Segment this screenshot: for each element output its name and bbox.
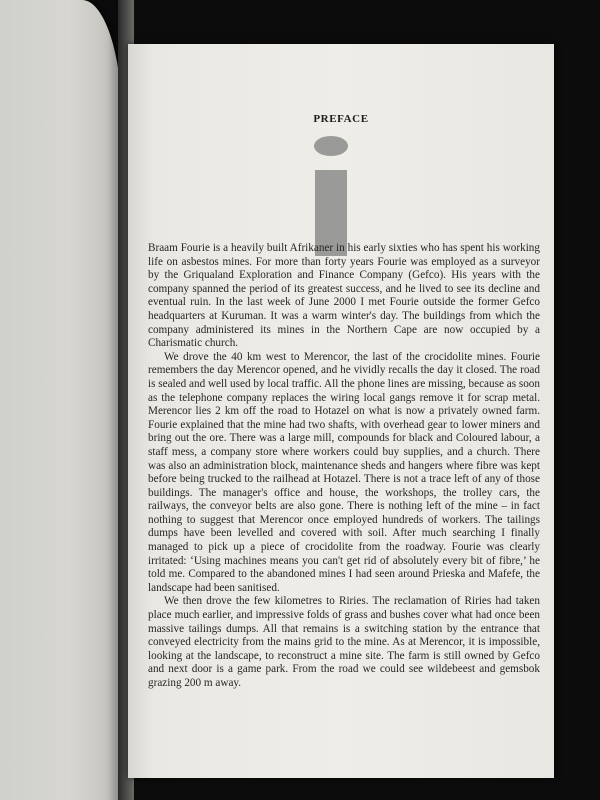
facing-page: [0, 0, 122, 800]
paragraph-3: We then drove the few kilometres to Riries. The reclamation of Riries had taken place much earlier, and impressive folds of grass and bushes cover what had once been massive tailings dumps. All that remains is a switching station by the entrance that conveyed electricity from the mains grid to the mine. As at Merencor, it is impossible, looking at the landscape, to reconstruct a mine site. The farm is still owned by Gefco and next door is a game park. From the road we could see wildebeest and gemsbok grazing 200 m away.: [148, 595, 540, 689]
paragraph-2: We drove the 40 km west to Merencor, the last of the crocidolite mines. Fourie remembers the day Merencor opened, and he vividly recalls the day it closed. The road is sealed and well used by local traffic. All the phone lines are missing, because as soon as the telephone company replaces the wiring local gangs remove it for scrap metal. Merencor lies 2 km off the road to Hotazel on what is now a privately owned farm. Fourie explained that the mine had two shafts, with overhead gear to lower miners and bring out the ore. There was a large mill, compounds for black and Coloured labour, a staff mess, a company store where workers could buy supplies, and a church. There was also an administration block, maintenance sheds and hangers where fibre was kept before being trucked to the railhead at Hotazel. There is not a trace left of any of those buildings. The manager's office and house, the workshops, the trolley cars, the railways, the conveyor belts are also gone. There is nothing left of the mine – in fact nothing to suggest that Merencor once employed hundreds of workers. The tailings dumps have been levelled and covered with soil. After much searching I finally managed to pick up a piece of crocidolite from the roadway. Fourie was clearly irritated: ‘Using machines means you can't get rid of absolutely every bit of fibre,’ he told me. Compared to the abandoned mines I had seen around Prieska and Mafefe, the landscape had been sanitised.: [148, 350, 540, 594]
decorative-dropcap-i: [312, 136, 350, 258]
paragraph-1: Braam Fourie is a heavily built Afrikaner in his early sixties who has spent his working life on asbestos mines. For more than forty years Fourie was employed as a surveyor by the Griqualand Exploration and Finance Company (Gefco). His years with the company spanned the period of its greatest success, and he lived to see its decline and eventual ruin. In the last week of June 2000 I met Fourie outside the former Gefco headquarters at Kuruman. It was a warm winter's day. The buildings from which the company administered its mines in the Northern Cape are now occupied by a Charismatic church.: [148, 242, 540, 350]
page-heading: PREFACE: [313, 113, 369, 125]
book-page: [128, 44, 554, 778]
body-text: [148, 242, 540, 691]
